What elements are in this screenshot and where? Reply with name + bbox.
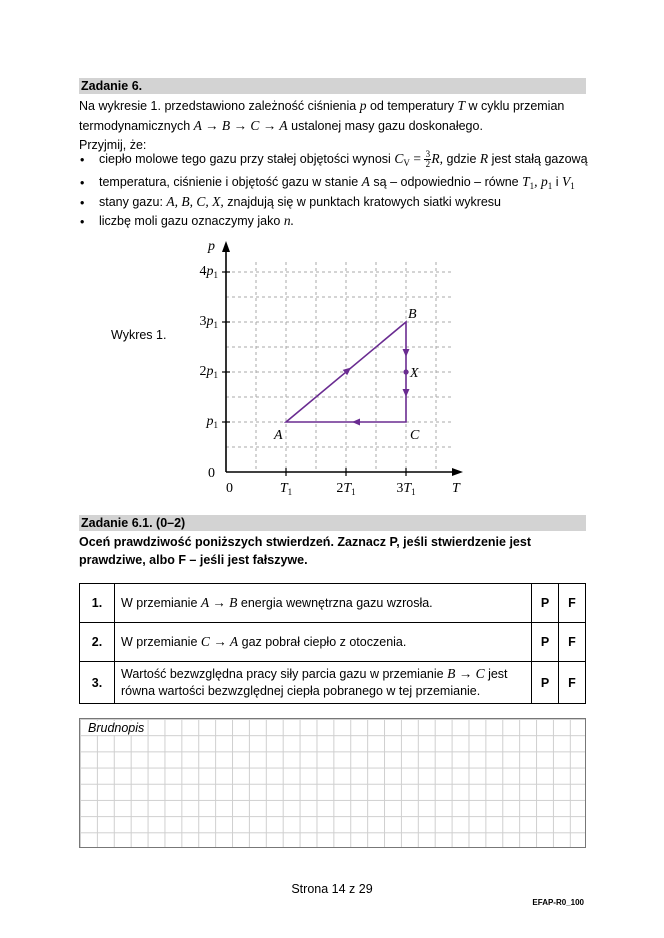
true-false-table [79, 583, 586, 704]
answer-f-cell[interactable]: F [559, 662, 586, 704]
statement-text: Wartość bezwzględna pracy siły parcia gazu w przemianie B → C jest równa wartości bezwzględnej ciepła pobranego w tej przemianie. [115, 662, 532, 704]
answer-p-cell[interactable]: P [532, 623, 559, 662]
x-tick-label: $3T_1$ [396, 481, 416, 497]
subtask-instruction: Oceń prawdziwość poniższych stwierdzeń. Zaznacz P, jeśli stwierdzenie jest prawdziwe, albo F – jeśli jest fałszywe. [79, 535, 531, 567]
origin-x-label: 0 [226, 481, 233, 496]
bullet-2: temperatura, ciśnienie i objętość gazu w stanie A są – odpowiednio – równe $T_1$, $p_1$ i $V_1$ [99, 174, 575, 191]
document-code: EFAP-R0_100 [532, 898, 584, 907]
fraction-three-halves: $\frac{3}{2}$ [425, 149, 431, 169]
statement-row: 2. W przemianie C → A gaz pobrał ciepło z otoczenia. P F [80, 623, 586, 662]
x-tick-label: $2T_1$ [336, 481, 356, 497]
point-b-label: B [408, 307, 417, 322]
arrow-c-to-a [352, 419, 360, 426]
draft-label: Brudnopis [88, 721, 145, 735]
bullet-dot: • [80, 215, 85, 229]
assume-text: Przyjmij, że: [79, 138, 147, 152]
bullet-1: ciepło molowe tego gazu przy stałej objętości wynosi $C_V$ = $\frac{3}{2}$ R, gdzie R jest stałą gazową [99, 149, 588, 169]
draft-grid[interactable] [79, 718, 586, 848]
statement-text: W przemianie C → A gaz pobrał ciepło z otoczenia. [115, 623, 532, 662]
x-axis-label: T [452, 481, 460, 496]
y-tick-label: $2p_1$ [199, 364, 218, 380]
bullet-dot: • [80, 153, 85, 167]
x-tick-label: $T_1$ [279, 481, 293, 497]
statement-row: 1. W przemianie A → B energia wewnętrzna gazu wzrosła. P F [80, 584, 586, 623]
intro-line-1: Na wykresie 1. przedstawiono zależność ciśnienia p od temperatury T w cyklu przemian [79, 98, 565, 113]
arrow-b-to-x [403, 349, 410, 357]
subtask-title: Zadanie 6.1. (0–2) [79, 515, 586, 531]
bullet-3: stany gazu: A, B, C, X, znajdują się w punktach kratowych siatki wykresu [99, 194, 502, 209]
answer-p-cell[interactable]: P [532, 662, 559, 704]
point-x-label: X [410, 366, 419, 381]
answer-f-cell[interactable]: F [559, 623, 586, 662]
bullet-dot: • [80, 196, 85, 210]
y-axis-arrow [222, 241, 230, 252]
statement-row: 3. Wartość bezwzględna pracy siły parcia gazu w przemianie B → C jest równa wartości bezwzględnej ciepła pobranego w tej przemianie. P F [80, 662, 586, 704]
y-tick-label: $4p_1$ [199, 264, 218, 280]
intro-line-2: termodynamicznych A → B → C → A ustalonej masy gazu doskonałego. [79, 118, 483, 133]
figure-label: Wykres 1. [111, 328, 167, 342]
x-axis-arrow [452, 468, 463, 476]
origin-y-label: 0 [208, 466, 215, 481]
point-a-label: A [274, 428, 283, 443]
bullet-dot: • [80, 176, 85, 190]
task-title: Zadanie 6. [79, 78, 586, 94]
page-number: Strona 14 z 29 [291, 882, 373, 896]
y-axis-label: p [208, 239, 215, 254]
point-x-dot [403, 369, 408, 374]
y-tick-label: $p_1$ [206, 414, 218, 430]
answer-p-cell[interactable]: P [532, 584, 559, 623]
point-c-label: C [410, 428, 420, 443]
answer-f-cell[interactable]: F [559, 584, 586, 623]
statement-text: W przemianie A → B energia wewnętrzna gazu wzrosła. [115, 584, 532, 623]
bullet-4: liczbę moli gazu oznaczymy jako n. [99, 213, 294, 228]
arrow-x-to-c [403, 389, 410, 397]
y-tick-label: $3p_1$ [199, 314, 218, 330]
